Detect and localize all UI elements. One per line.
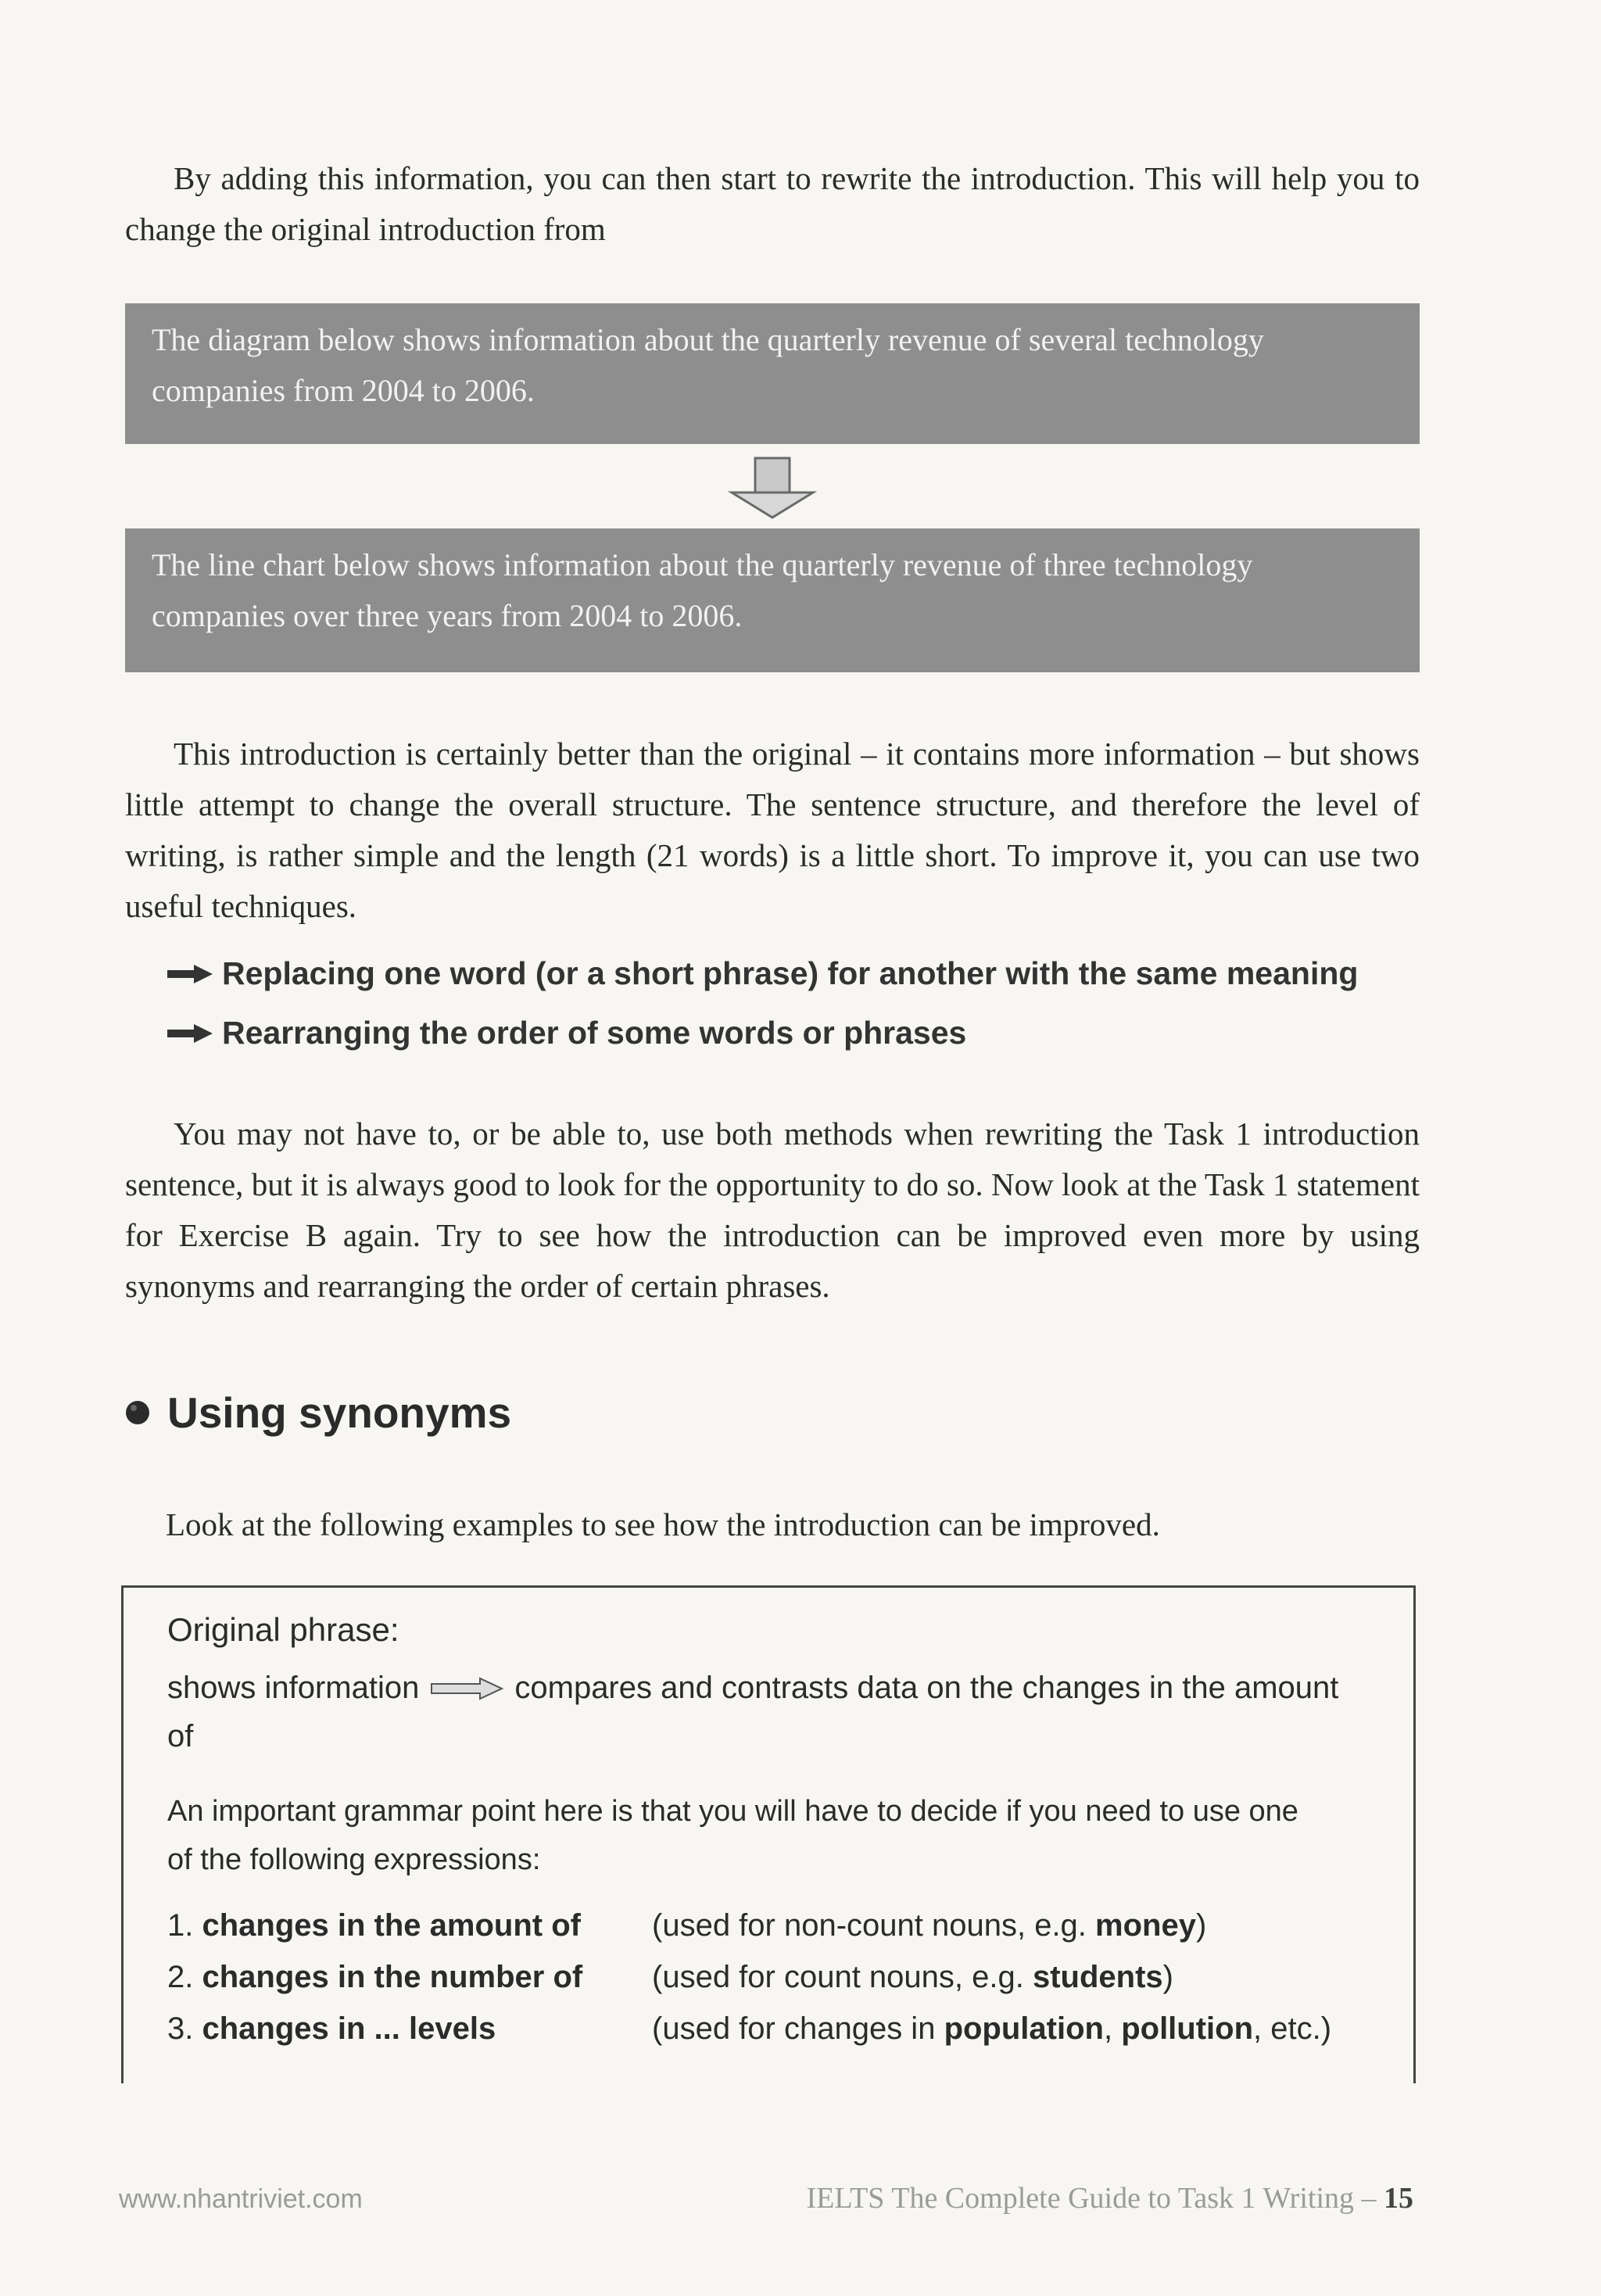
- analysis-paragraph: This introduction is certainly better than the original – it contains more information – but shows little attempt to change the overall structure. The sentence structure, and therefore the level of writing, is rather simple and the length (21 words) is a little short. To improve it, you can use two useful techniques.: [125, 736, 1420, 924]
- technique-item-rearranging: [166, 1015, 966, 1051]
- right-arrow-bullet-icon: [166, 1023, 214, 1044]
- improved-introduction-text: The line chart below shows information about the quarterly revenue of three technology companies over three years from 2004 to 2006.: [152, 547, 1253, 633]
- expression-row: [167, 1908, 1206, 1943]
- expression-usage: [652, 2011, 1331, 2047]
- right-arrow-bullet-icon: [166, 964, 214, 984]
- expression-usage: [652, 1908, 1206, 1943]
- grammar-note-line: An important grammar point here is that you will have to decide if you need to use one: [167, 1795, 1298, 1828]
- original-phrase-label: Original phrase:: [167, 1611, 399, 1648]
- grammar-note-line: of the following expressions:: [167, 1843, 541, 1876]
- section-intro: Look at the following examples to see how the introduction can be improved.: [166, 1506, 1160, 1542]
- methods-paragraph: You may not have to, or be able to, use both methods when rewriting the Task 1 introduction sentence, but it is always good to look for the opportunity to do so. Now look at the Task 1 statement for Exercise B again. Try to see how the introduction can be improved even more by using synonyms and rearranging the order of certain phrases.: [125, 1116, 1420, 1304]
- right-arrow-icon: [428, 1676, 505, 1701]
- usage-text: (used for non-count nouns, e.g.: [652, 1908, 1096, 1943]
- synonym-example-box: [121, 1585, 1416, 2083]
- replacement-phrase: compares and contrasts data on the changes in the amount: [514, 1671, 1339, 1705]
- original-introduction-box: [125, 303, 1420, 444]
- usage-text: ): [1162, 1960, 1173, 1994]
- expression: [167, 1960, 652, 1995]
- improved-introduction-box: [125, 528, 1420, 672]
- footer-website: www.nhantriviet.com: [119, 2184, 363, 2214]
- section-heading: [124, 1388, 511, 1438]
- expression-number: 3.: [167, 2011, 194, 2046]
- grammar-note: [167, 1787, 1371, 1884]
- replacement-phrase-continued: of: [167, 1719, 194, 1753]
- round-bullet-icon: [124, 1399, 152, 1427]
- expression: [167, 1908, 652, 1943]
- usage-example: population: [944, 2011, 1104, 2046]
- page-number: 15: [1384, 2182, 1413, 2215]
- phrase-replacement-row: [167, 1671, 1338, 1706]
- technique-label: Replacing one word (or a short phrase) for another with the same meaning: [222, 955, 1359, 991]
- usage-text: ): [1195, 1908, 1207, 1943]
- original-introduction-text: The diagram below shows information about the quarterly revenue of several technology companies from 2004 to 2006.: [152, 322, 1264, 408]
- usage-text: ,: [1103, 2011, 1122, 2046]
- usage-example: pollution: [1121, 2011, 1254, 2046]
- usage-text: , etc.): [1253, 2011, 1332, 2046]
- expression-number: 2.: [167, 1960, 194, 1994]
- technique-label: Rearranging the order of some words or phrases: [222, 1015, 967, 1051]
- expression-text: changes in the number of: [202, 1960, 583, 1994]
- section-title: Using synonyms: [167, 1388, 512, 1437]
- expression: [167, 2011, 652, 2047]
- original-phrase: shows information: [167, 1671, 420, 1705]
- footer-book-title: IELTS The Complete Guide to Task 1 Writing: [806, 2182, 1354, 2215]
- footer-book-info: [806, 2181, 1413, 2215]
- usage-example: students: [1032, 1960, 1163, 1994]
- usage-text: (used for changes in: [652, 2011, 944, 2046]
- expression-number: 1.: [167, 1908, 194, 1943]
- usage-example: money: [1095, 1908, 1196, 1943]
- expression-text: changes in ... levels: [202, 2011, 496, 2046]
- expression-row: [167, 2011, 1331, 2047]
- usage-text: (used for count nouns, e.g.: [652, 1960, 1033, 1994]
- expression-text: changes in the amount of: [202, 1908, 581, 1943]
- down-arrow-icon: [725, 457, 819, 519]
- expression-usage: [652, 1960, 1173, 1995]
- technique-item-replacing: [166, 955, 1358, 992]
- intro-paragraph: By adding this information, you can then start to rewrite the introduction. This will help you to change the original introduction from: [125, 160, 1420, 247]
- expression-row: [167, 1960, 1173, 1995]
- footer-separator: –: [1361, 2182, 1377, 2215]
